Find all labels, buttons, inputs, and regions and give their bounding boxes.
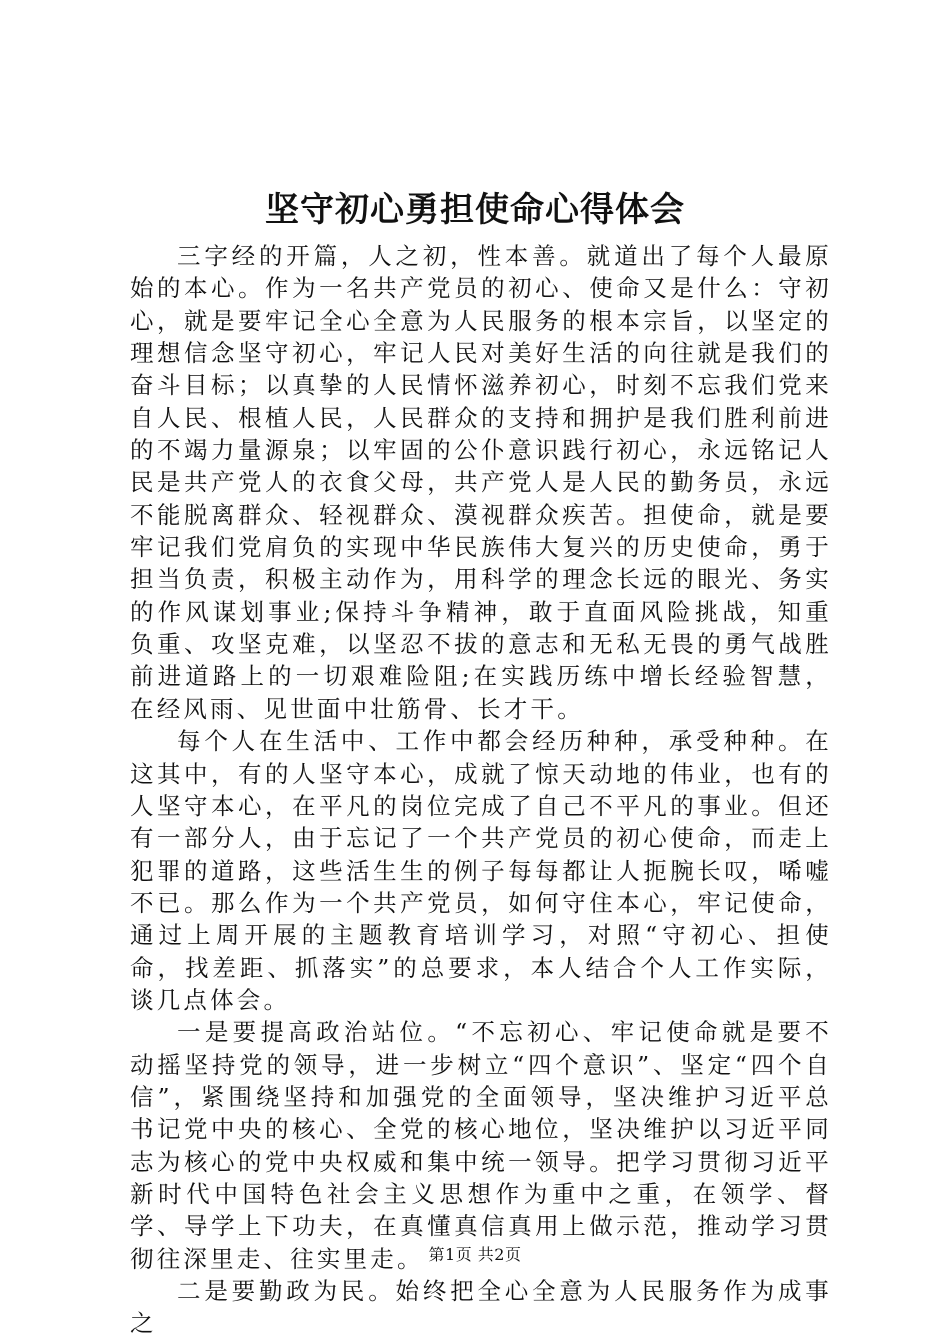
paragraph-2: 每个人在生活中、工作中都会经历种种，承受种种。在这其中，有的人坚守本心，成就了惊天动地的伟业，也有的人坚守本心，在平凡的岗位完成了自己不平凡的事业。但还有一部分人，由于忘记了一个共产党员的初心使命，而走上犯罪的道路，这些活生生的例子每每都让人扼腕长叹，唏嘘不已。那么作为一个共产党员，如何守住本心，牢记使命，通过上周开展的主题教育培训学习，对照“守初心、担使命，找差距、抓落实”的总要求，本人结合个人工作实际，谈几点体会。	[130, 727, 832, 1014]
document-title: 坚守初心勇担使命心得体会	[265, 190, 685, 230]
paragraph-3: 一是要提高政治站位。“不忘初心、牢记使命就是要不动摇坚持党的领导，进一步树立“四个意识”、坚定“四个自信”，紧围绕坚持和加强党的全面领导，坚决维护习近平总书记党中央的核心、全党的核心地位，坚决维护以习近平同志为核心的党中央权威和集中统一领导。把学习贯彻习近平新时代中国特色社会主义思想作为重中之重，在领学、督学、导学上下功夫，在真懂真信真用上做示范，推动学习贯彻往深里走、往实里走。	[130, 1018, 832, 1273]
paragraph-1: 三字经的开篇，人之初，性本善。就道出了每个人最原始的本心。作为一名共产党员的初心、使命又是什么：守初心，就是要牢记全心全意为人民服务的根本宗旨，以坚定的理想信念坚守初心，牢记人民对美好生活的向往就是我们的奋斗目标；以真挚的人民情怀滋养初心，时刻不忘我们党来自人民、根植人民，人民群众的支持和拥护是我们胜利前进的不竭力量源泉；以牢固的公仆意识践行初心，永远铭记人民是共产党人的衣食父母，共产党人是人民的勤务员，永远不能脱离群众、轻视群众、漠视群众疾苦。担使命，就是要牢记我们党肩负的实现中华民族伟大复兴的历史使命，勇于担当负责，积极主动作为，用科学的理念长远的眼光、务实的作风谋划事业;保持斗争精神，敢于直面风险挑战，知重负重、攻坚克难，以坚忍不拔的意志和无私无畏的勇气战胜前进道路上的一切艰难险阻;在实践历练中增长经验智慧，在经风雨、见世面中壮筋骨、长才干。	[130, 242, 832, 723]
page-number-footer: 第1页 共2页	[428, 1245, 522, 1264]
paragraph-4: 二是要勤政为民。始终把全心全意为人民服务作为成事之	[130, 1277, 832, 1338]
document-body	[130, 240, 832, 1340]
